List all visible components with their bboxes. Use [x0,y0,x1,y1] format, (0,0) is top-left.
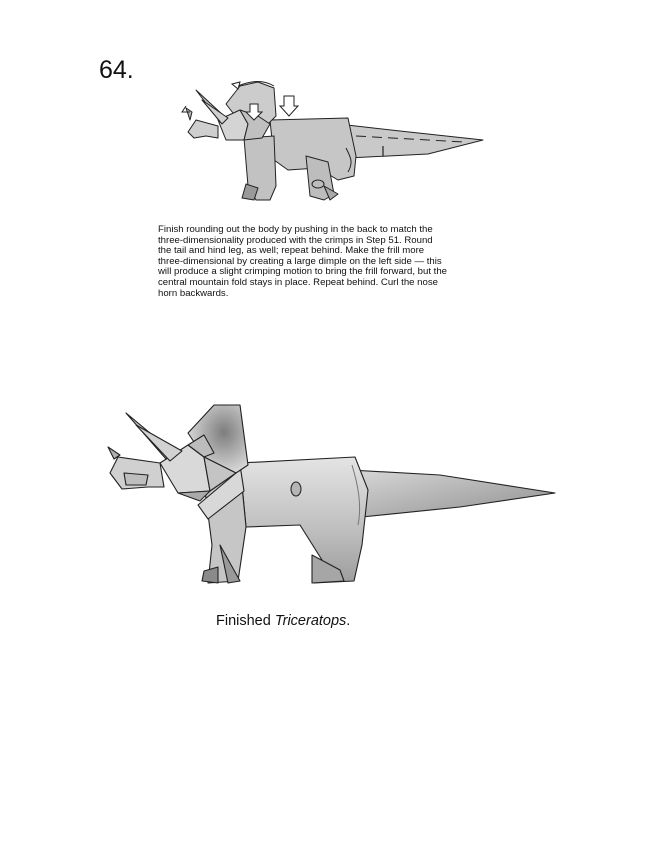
caption-suffix: . [346,613,351,629]
step-instructions: Finish rounding out the body by pushing in the back to match the three-dimensionality produced with the crimps in Step 51. Round the tail and hind leg, as well; repeat behind. Make the frill more three-dimensional by creating a large dimple on the left side — this will produce a slight crimping motion to bring the frill forward, but the central mountain fold stays in place. Repeat behind. Curl the nose horn backwards. [158,224,448,299]
finished-triceratops-illustration [100,395,560,590]
caption-species: Triceratops [274,613,347,629]
caption-prefix: Finished [216,613,275,629]
step-64-diagram [178,76,490,208]
step-number: 64. [99,56,134,84]
finished-caption [216,613,350,629]
